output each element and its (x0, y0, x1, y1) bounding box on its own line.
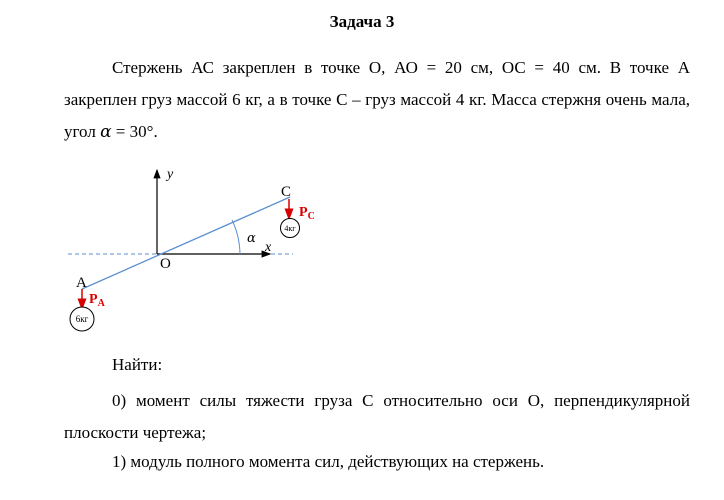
statement-line-1: Стержень АС закреплен в точке О, АО = 20 см, ОС = 40 см. В точке А (112, 58, 690, 77)
point-c-label: C (281, 184, 292, 200)
task-item-0-text: 0) момент силы тяжести груза С относительно оси О, перпендикулярной плоскости чертежа; (64, 391, 690, 442)
force-a-label (89, 292, 106, 309)
point-o-label: O (160, 256, 171, 272)
point-a-label: A (76, 275, 87, 291)
task-item-0 (64, 385, 690, 449)
force-c-label (299, 205, 315, 222)
weight-c-label: 4кг (284, 224, 296, 233)
angle-arc (232, 220, 240, 254)
weight-a-label: 6кг (75, 314, 89, 324)
angle-label: α (247, 231, 256, 246)
force-a-main: P (89, 292, 98, 307)
statement-period: . (153, 122, 158, 141)
force-c-sub: C (307, 211, 315, 222)
problem-title: Задача 3 (329, 12, 395, 31)
axis-x-label: x (265, 240, 272, 255)
force-a-sub: A (97, 298, 105, 309)
angle-symbol: α (100, 122, 112, 142)
statement-line-3: очень мала, угол (64, 90, 691, 141)
angle-value: = 30° (115, 122, 154, 141)
find-label: Найти: (112, 355, 163, 374)
statement-line-2: закреплен груз массой 6 кг, а в точке С – груз массой 4 кг. Масса стержня (64, 90, 602, 109)
task-item-1: 1) модуль полного момента сил, действующих на стержень. (112, 452, 545, 471)
rod-ac (82, 197, 290, 289)
force-c-main: P (299, 205, 308, 220)
axis-y-label: y (167, 167, 174, 182)
